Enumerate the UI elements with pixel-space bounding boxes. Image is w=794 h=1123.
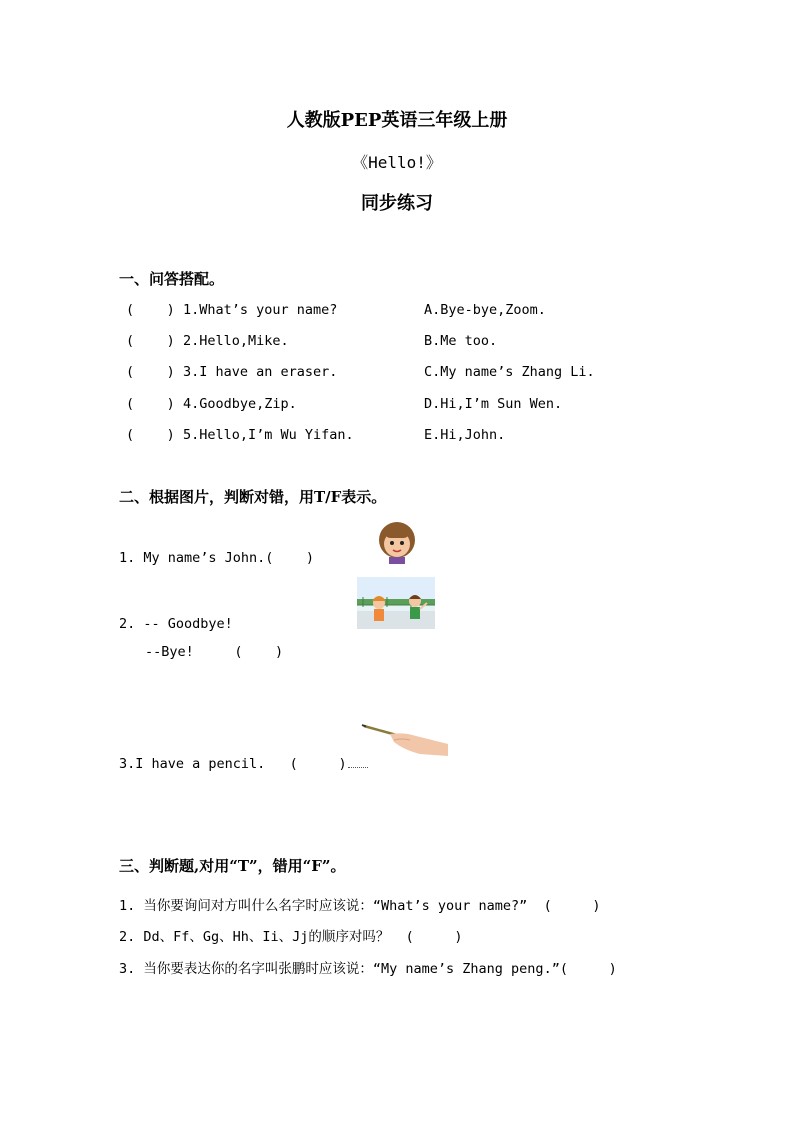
q1-text: 1.What’s your name? bbox=[183, 302, 338, 318]
dotted-line bbox=[348, 767, 368, 768]
q5-answer: E.Hi,John. bbox=[424, 427, 506, 443]
s2-item-3: 3.I have a pencil. ( ) bbox=[119, 756, 347, 772]
goodbye-scene-picture bbox=[357, 577, 435, 629]
s3-item-3: 3. 当你要表达你的名字叫张鹏时应该说：“My name’s Zhang peng.”( ) bbox=[119, 961, 617, 977]
page-subtitle: 《Hello!》 bbox=[352, 153, 442, 172]
q5-text: 5.Hello,I’m Wu Yifan. bbox=[183, 427, 354, 443]
section-1-heading: 一、问答搭配。 bbox=[119, 270, 225, 288]
section-2-heading: 二、根据图片，判断对错，用T/F表示。 bbox=[119, 488, 387, 506]
page-subtitle-2: 同步练习 bbox=[361, 193, 433, 214]
q2-answer: B.Me too. bbox=[424, 333, 498, 349]
s3-item-2: 2. Dd、Ff、Gg、Hh、Ii、Jj的顺序对吗？ ( ) bbox=[119, 929, 463, 945]
q3-text: 3.I have an eraser. bbox=[183, 364, 338, 380]
s3-item-1: 1. 当你要询问对方叫什么名字时应该说：“What’s your name?” ( ) bbox=[119, 898, 601, 914]
q4-paren: ( ) bbox=[126, 396, 175, 412]
section-3-heading: 三、判断题,对用“T”，错用“F”。 bbox=[119, 857, 346, 875]
q1-paren: ( ) bbox=[126, 302, 175, 318]
hand-pencil-picture bbox=[360, 722, 448, 758]
s2-item-1: 1. My name’s John.( ) bbox=[119, 550, 315, 566]
q1-answer: A.Bye-bye,Zoom. bbox=[424, 302, 546, 318]
q4-answer: D.Hi,I’m Sun Wen. bbox=[424, 396, 563, 412]
s2-item-2-reply: --Bye! ( ) bbox=[145, 644, 284, 660]
q3-paren: ( ) bbox=[126, 364, 175, 380]
q5-paren: ( ) bbox=[126, 427, 175, 443]
q4-text: 4.Goodbye,Zip. bbox=[183, 396, 297, 412]
q2-text: 2.Hello,Mike. bbox=[183, 333, 289, 349]
q2-paren: ( ) bbox=[126, 333, 175, 349]
page-title: 人教版PEP英语三年级上册 bbox=[286, 110, 508, 131]
girl-face-picture bbox=[377, 520, 417, 564]
s2-item-2: 2. -- Goodbye! bbox=[119, 616, 233, 632]
q3-answer: C.My name’s Zhang Li. bbox=[424, 364, 595, 380]
